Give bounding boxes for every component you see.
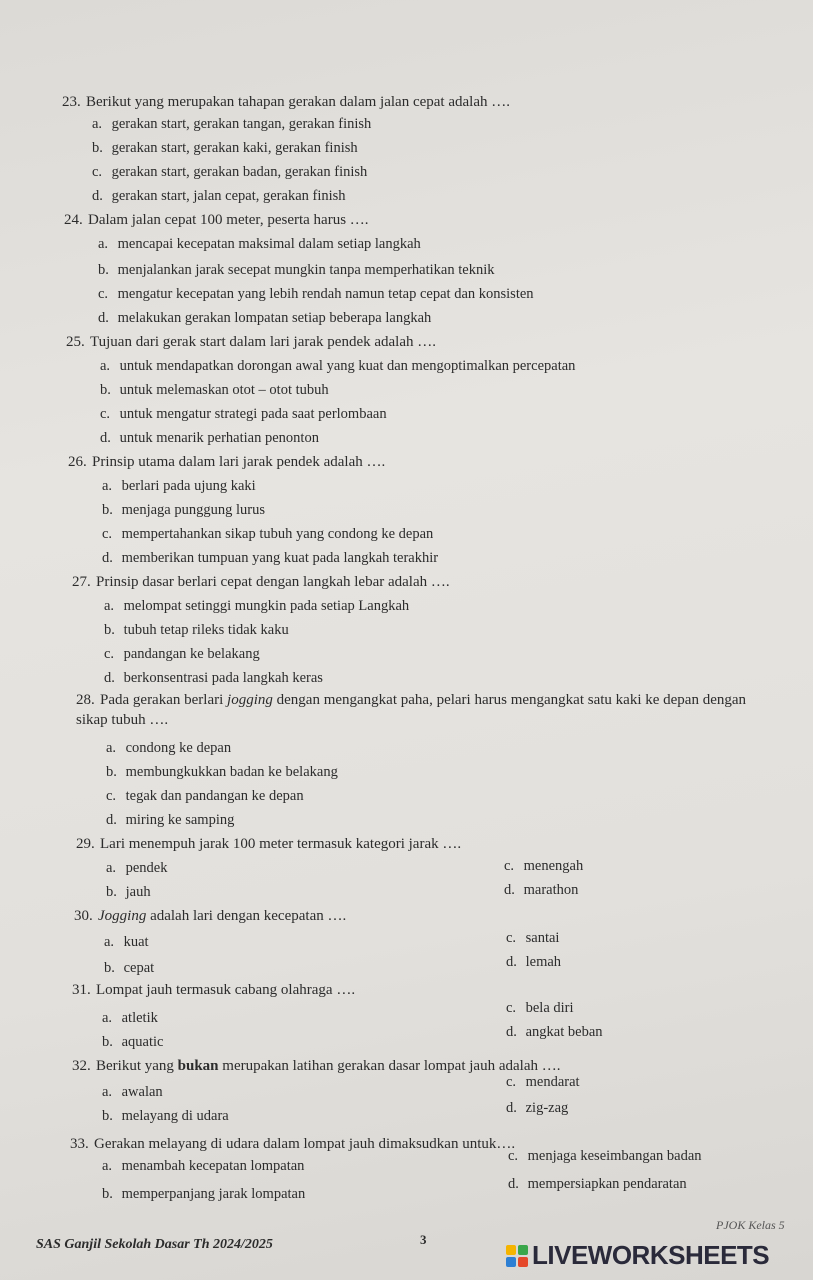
option-27c: c. pandangan ke belakang [104, 646, 260, 662]
option-31c: c. bela diri [506, 1000, 574, 1016]
option-28b: b. membungkukkan badan ke belakang [106, 764, 338, 780]
option-30d: d. lemah [506, 954, 562, 970]
option-33c: c. menjaga keseimbangan badan [508, 1148, 702, 1164]
question-32: 32. Berikut yang bukan merupakan latihan gerakan dasar lompat jauh adalah …. [72, 1058, 561, 1074]
option-27d: d. berkonsentrasi pada langkah keras [104, 670, 323, 686]
option-33a: a. menambah kecepatan lompatan [102, 1158, 305, 1174]
watermark-text: LIVEWORKSHEETS [532, 1240, 770, 1270]
option-24b: b. menjalankan jarak secepat mungkin tanpa memperhatikan teknik [98, 262, 495, 278]
footer-exam-title: SAS Ganjil Sekolah Dasar Th 2024/2025 [36, 1237, 273, 1252]
option-32c: c. mendarat [506, 1074, 580, 1090]
question-28: 28. Pada gerakan berlari jogging dengan mengangkat paha, pelari harus mengangkat satu kaki ke depan dengan sikap tubuh …. [76, 692, 747, 728]
question-24: 24. Dalam jalan cepat 100 meter, peserta harus …. [64, 212, 369, 228]
option-28c: c. tegak dan pandangan ke depan [106, 788, 304, 804]
question-25: 25. Tujuan dari gerak start dalam lari jarak pendek adalah …. [66, 334, 436, 350]
option-23d: d. gerakan start, jalan cepat, gerakan finish [92, 188, 346, 204]
option-33d: d. mempersiapkan pendaratan [508, 1176, 687, 1192]
option-32d: d. zig-zag [506, 1100, 569, 1116]
option-24d: d. melakukan gerakan lompatan setiap beberapa langkah [98, 310, 432, 326]
option-27a: a. melompat setinggi mungkin pada setiap Langkah [104, 598, 410, 614]
question-23: 23. Berikut yang merupakan tahapan gerakan dalam jalan cepat adalah …. [62, 94, 510, 110]
option-30a: a. kuat [104, 934, 149, 950]
option-32a: a. awalan [102, 1084, 163, 1100]
option-24c: c. mengatur kecepatan yang lebih rendah namun tetap cepat dan konsisten [98, 286, 534, 302]
option-31a: a. atletik [102, 1010, 158, 1026]
page-number: 3 [420, 1232, 427, 1247]
option-25c: c. untuk mengatur strategi pada saat perlombaan [100, 406, 387, 422]
option-29c: c. menengah [504, 858, 584, 874]
option-31d: d. angkat beban [506, 1024, 603, 1040]
option-27b: b. tubuh tetap rileks tidak kaku [104, 622, 289, 638]
option-25d: d. untuk menarik perhatian penonton [100, 430, 319, 446]
option-28a: a. condong ke depan [106, 740, 232, 756]
liveworksheets-logo-icon [506, 1245, 528, 1267]
option-24a: a. mencapai kecepatan maksimal dalam setiap langkah [98, 236, 421, 252]
question-29: 29. Lari menempuh jarak 100 meter termasuk kategori jarak …. [76, 836, 462, 852]
footer-subject: PJOK Kelas 5 [716, 1218, 785, 1232]
option-23c: c. gerakan start, gerakan badan, gerakan finish [92, 164, 368, 180]
option-23b: b. gerakan start, gerakan kaki, gerakan finish [92, 140, 358, 156]
option-26a: a. berlari pada ujung kaki [102, 478, 256, 494]
option-26b: b. menjaga punggung lurus [102, 502, 265, 518]
option-29d: d. marathon [504, 882, 579, 898]
option-29b: b. jauh [106, 884, 151, 900]
option-29a: a. pendek [106, 860, 168, 876]
option-30b: b. cepat [104, 960, 155, 976]
question-26: 26. Prinsip utama dalam lari jarak pendek adalah …. [68, 454, 386, 470]
option-26d: d. memberikan tumpuan yang kuat pada langkah terakhir [102, 550, 439, 566]
option-25b: b. untuk melemaskan otot – otot tubuh [100, 382, 329, 398]
option-32b: b. melayang di udara [102, 1108, 229, 1124]
option-30c: c. santai [506, 930, 560, 946]
option-28d: d. miring ke samping [106, 812, 235, 828]
liveworksheets-watermark [506, 1240, 769, 1271]
question-31: 31. Lompat jauh termasuk cabang olahraga …. [72, 982, 356, 998]
question-27: 27. Prinsip dasar berlari cepat dengan langkah lebar adalah …. [72, 574, 450, 590]
option-31b: b. aquatic [102, 1034, 164, 1050]
option-23a: a. gerakan start, gerakan tangan, gerakan finish [92, 116, 372, 132]
option-33b: b. memperpanjang jarak lompatan [102, 1186, 306, 1202]
option-26c: c. mempertahankan sikap tubuh yang condong ke depan [102, 526, 434, 542]
question-33: 33. Gerakan melayang di udara dalam lompat jauh dimaksudkan untuk…. [70, 1136, 516, 1152]
option-25a: a. untuk mendapatkan dorongan awal yang kuat dan mengoptimalkan percepatan [100, 358, 576, 374]
question-30: 30. Jogging adalah lari dengan kecepatan …. [74, 908, 347, 924]
